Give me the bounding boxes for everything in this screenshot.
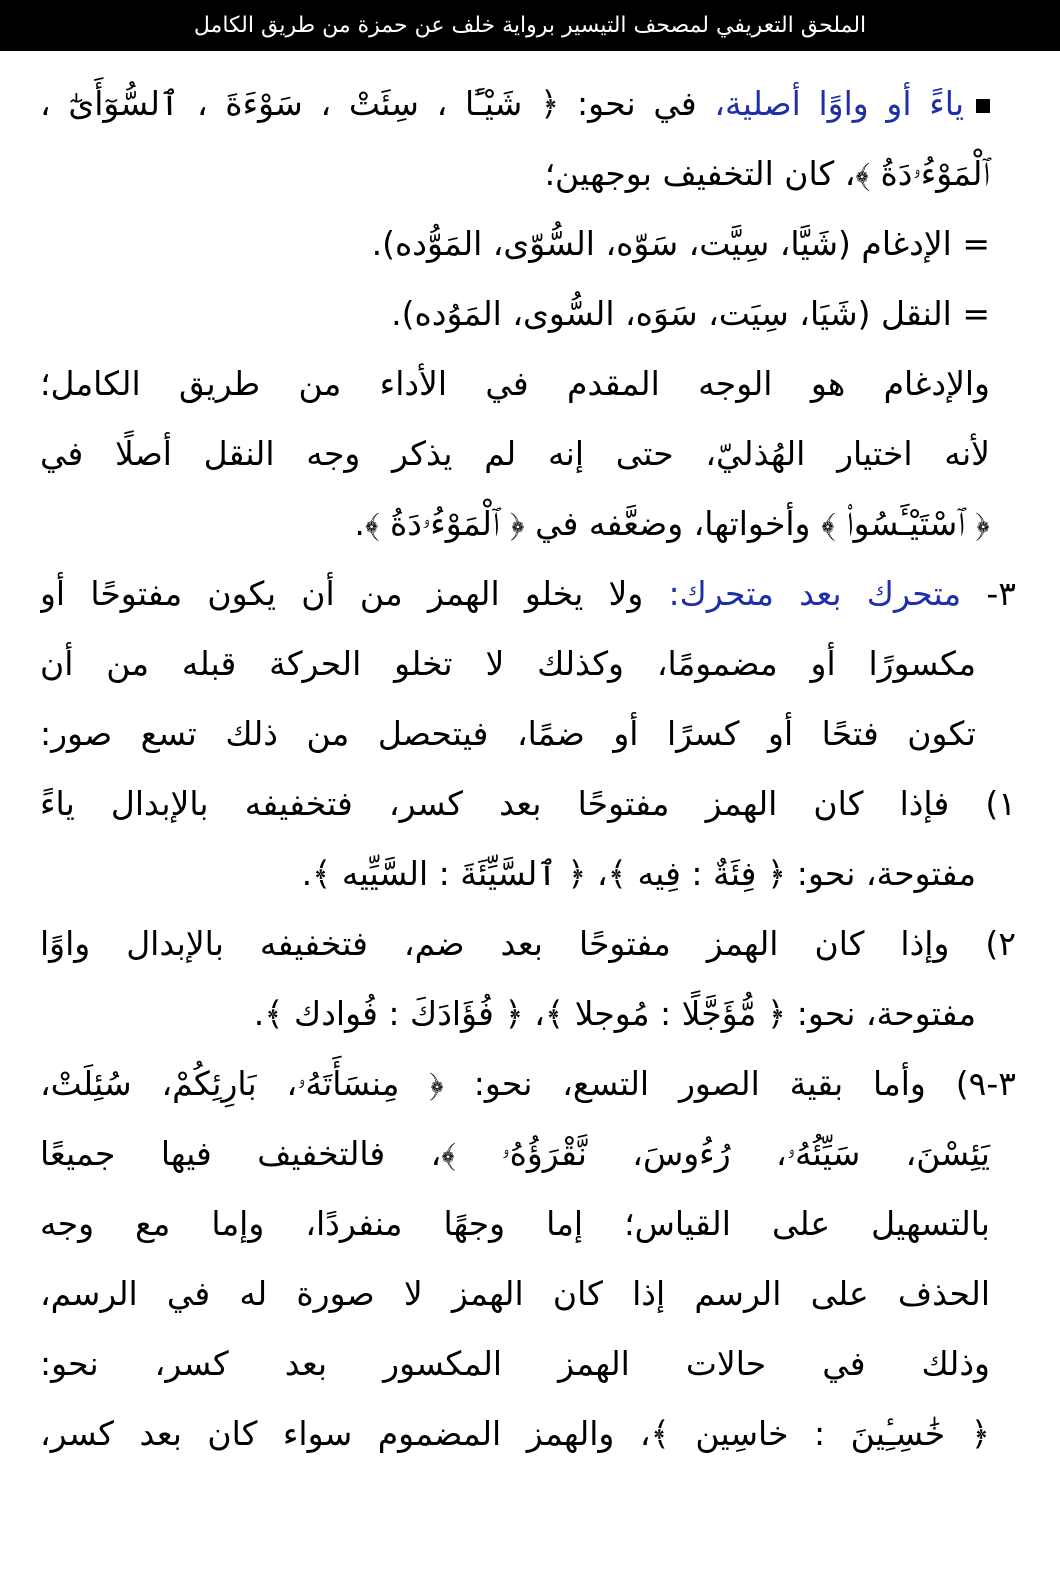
text-line (40, 629, 1016, 699)
line-text: ولا يخلو الهمز من أن يكون مفتوحًا أو (40, 574, 669, 613)
line-text: وذلك في حالات الهمز المكسور بعد كسر، نحو: (40, 1344, 990, 1383)
line-text: = النقل (شَيَا، سِيَت، سَوَه، السُّوى، المَوُده). (391, 294, 990, 333)
text-line (40, 139, 1016, 209)
text-line (40, 559, 1016, 629)
line-text: مكسورًا أو مضمومًا، وكذلك لا تخلو الحركة قبله من أن (40, 644, 976, 683)
text-line (40, 1399, 1016, 1469)
text-line (40, 489, 1016, 559)
line-text: = الإدغام (شَيَّا، سِيَّت، سَوّه، السُّوّى، المَوُّده). (371, 224, 990, 263)
text-line (40, 769, 1016, 839)
text-line (40, 699, 1016, 769)
text-line (40, 1259, 1016, 1329)
text-line (40, 1189, 1016, 1259)
text-line (40, 209, 1016, 279)
line-text: ٱلْمَوْءُۥدَةُ ﴾، كان التخفيف بوجهين؛ (544, 154, 990, 193)
line-text: تكون فتحًا أو كسرًا أو ضمًا، فيتحصل من ذلك تسع صور: (40, 714, 976, 753)
text-line (40, 279, 1016, 349)
line-text: ١) فإذا كان الهمز مفتوحًا بعد كسر، فتخفيفه بالإبدال ياءً (40, 784, 1016, 823)
line-text: الحذف على الرسم إذا كان الهمز لا صورة له في الرسم، (40, 1274, 990, 1313)
text-line (40, 349, 1016, 419)
header-title: الملحق التعريفي لمصحف التيسير برواية خلف عن حمزة من طريق الكامل (193, 13, 867, 38)
text-line (40, 69, 1016, 139)
line-text: مفتوحة، نحو: ﴿ مُّؤَجَّلًا : مُوجلا ﴾، ﴿ فُؤَادَكَ : فُوادك ﴾. (253, 994, 976, 1033)
text-line (40, 839, 1016, 909)
text-line (40, 909, 1016, 979)
text-line (40, 1049, 1016, 1119)
line-text: ٣-٩) وأما بقية الصور التسع، نحو: ﴿ مِنسَأَتَهُۥ، بَارِئِكُمْ، سُئِلَتْ، (40, 1064, 1016, 1103)
line-text: في نحو: ﴿ شَيْـًٔا ، سِئَتْ ، سَوْءَةَ ، ٱلسُّوٓأَىٰٓ ، (40, 84, 715, 123)
line-text: مفتوحة، نحو: ﴿ فِئَةٌ : فِيه ﴾، ﴿ ٱلسَّيِّئَةَ : السَّيِّيه ﴾. (301, 854, 976, 893)
line-text: لأنه اختيار الهُذليّ، حتى إنه لم يذكر وجه النقل أصلًا في (40, 434, 990, 473)
text-line (40, 419, 1016, 489)
bullet-square-icon (976, 99, 990, 113)
list-number: ٣- (961, 574, 1016, 613)
line-text: يَئِسْنَ، سَيِّئُهُۥ، رُءُوسَ، نَّقْرَؤُهُۥ ﴾، فالتخفيف فيها جميعًا (40, 1134, 990, 1173)
line-text: بالتسهيل على القياس؛ إما وجهًا منفردًا، وإما مع وجه (40, 1204, 990, 1243)
subheading: ياءً أو واوًا أصلية، (714, 84, 964, 123)
line-text: ﴿ خَٰسِـِٔينَ : خاسِين ﴾، والهمز المضموم سواء كان بعد كسر، (40, 1414, 990, 1453)
page-header (0, 0, 1060, 51)
page-body (0, 51, 1060, 1580)
line-text: ﴿ ٱسْتَيْـَٔسُوا۟ ﴾ وأخواتها، وضعَّفه في ﴿ ٱلْمَوْءُۥدَةُ ﴾. (354, 504, 990, 543)
text-line (40, 1119, 1016, 1189)
line-text: ٢) وإذا كان الهمز مفتوحًا بعد ضم، فتخفيفه بالإبدال واوًا (40, 924, 1016, 963)
line-text: والإدغام هو الوجه المقدم في الأداء من طريق الكامل؛ (40, 364, 990, 403)
text-line (40, 1329, 1016, 1399)
text-line (40, 979, 1016, 1049)
subheading: متحرك بعد متحرك: (668, 574, 962, 613)
